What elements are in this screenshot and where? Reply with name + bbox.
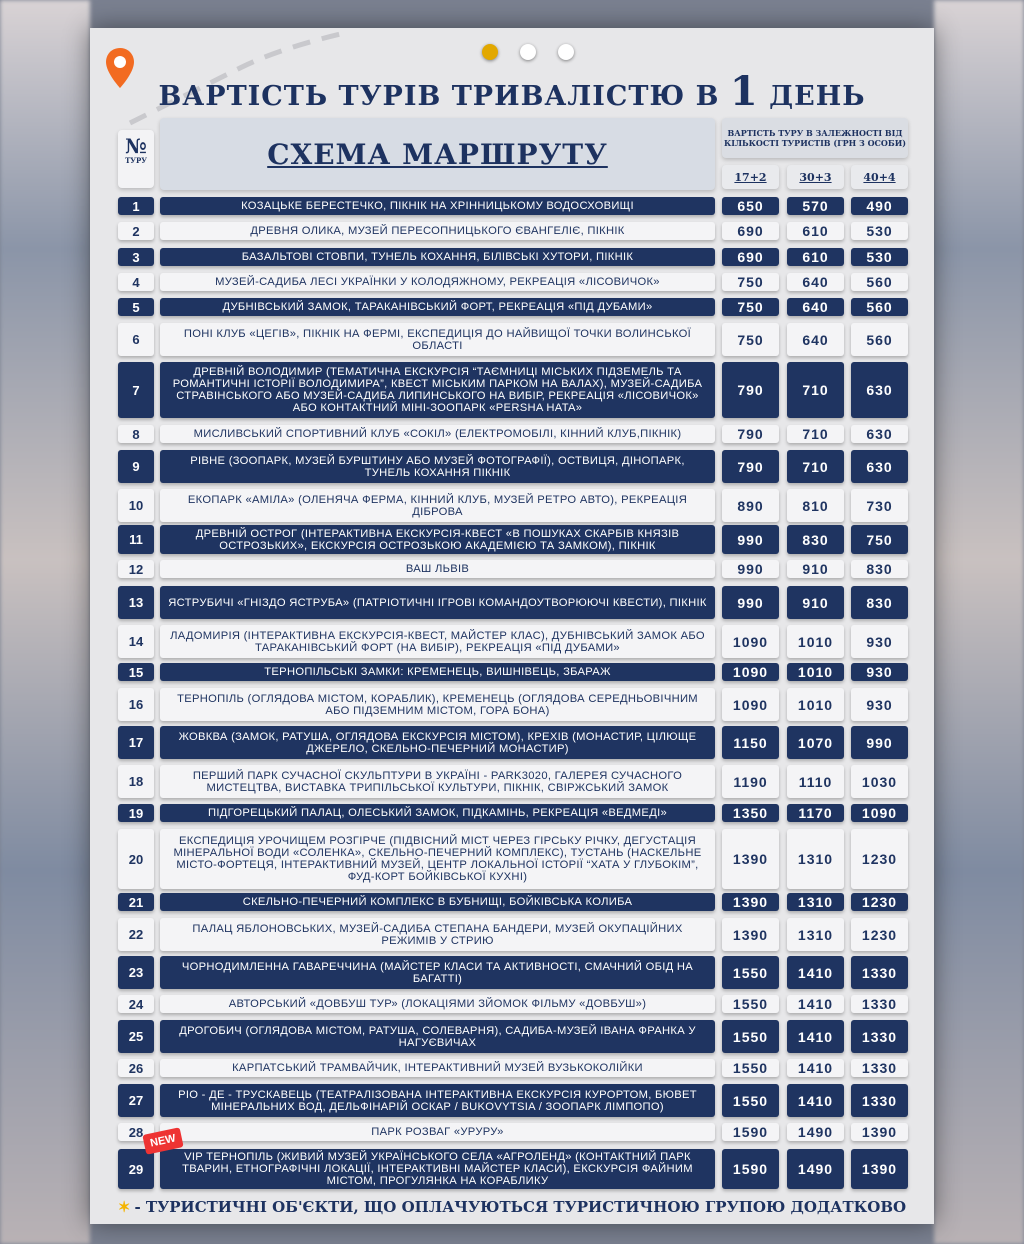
tour-number: 14 (118, 625, 154, 658)
tour-route: МИСЛИВСЬКИЙ СПОРТИВНИЙ КЛУБ «СОКІЛ» (ЕЛЕКТРОМОБІЛІ, КІННИЙ КЛУБ,ПІКНІК) (160, 425, 715, 443)
price-40-4: 830 (851, 586, 908, 619)
table-row (90, 362, 934, 418)
tour-number: 25 (118, 1020, 154, 1053)
price-40-4: 930 (851, 663, 908, 681)
table-row (90, 298, 934, 316)
tour-route: ДРЕВНЯ ОЛИКА, МУЗЕЙ ПЕРЕСОПНИЦЬКОГО ЄВАНГЕЛІЄ, ПІКНІК (160, 222, 715, 240)
tour-route: VIP ТЕРНОПІЛЬ (ЖИВИЙ МУЗЕЙ УКРАЇНСЬКОГО СЕЛА «АГРОЛЕНД» (КОНТАКТНИЙ ПАРК ТВАРИН, ЕТНОГРАФІЧНІ ЛОКАЦІЇ, ІНТЕРАКТИВНІ МАЙСТЕР КЛАСИ), ЕКСКУРСІЯ ФАЙНИМ МІСТОМ, ПРОГУЛЯНКА НА КОРАБЛИКУ (160, 1149, 715, 1189)
price-17-2: 1550 (722, 956, 779, 989)
tour-route: ДРЕВНІЙ ОСТРОГ (ІНТЕРАКТИВНА ЕКСКУРСІЯ-КВЕСТ «В ПОШУКАХ СКАРБІВ КНЯЗІВ ОСТРОЗЬКИХ», ЕКСКУРСІЯ ОСТРОЗЬКОЮ АКАДЕМІЄЮ ТА ЗАМКОМ), ПІКНІК (160, 525, 715, 554)
price-17-2: 990 (722, 586, 779, 619)
tour-number: 2 (118, 222, 154, 240)
price-30-3: 1010 (787, 625, 844, 658)
price-40-4: 830 (851, 560, 908, 578)
table-row (90, 893, 934, 911)
table-row (90, 560, 934, 578)
table-row (90, 726, 934, 759)
price-30-3: 1410 (787, 956, 844, 989)
price-30-3: 640 (787, 273, 844, 291)
price-17-2: 1550 (722, 1059, 779, 1077)
table-row (90, 1123, 934, 1141)
price-40-4: 930 (851, 688, 908, 721)
table-row (90, 829, 934, 889)
price-40-4: 490 (851, 197, 908, 215)
price-17-2: 690 (722, 222, 779, 240)
column-header-route: СХЕМА МАРШРУТУ (160, 118, 715, 190)
price-40-4: 1330 (851, 1059, 908, 1077)
tour-number: 20 (118, 829, 154, 889)
tour-number: 17 (118, 726, 154, 759)
table-row (90, 222, 934, 240)
table-row (90, 525, 934, 554)
tour-route: ПІДГОРЕЦЬКИЙ ПАЛАЦ, ОЛЕСЬКИЙ ЗАМОК, ПІДКАМІНЬ, РЕКРЕАЦІЯ «ВЕДМЕДІ» (160, 804, 715, 822)
price-17-2: 1390 (722, 893, 779, 911)
tour-number: 10 (118, 489, 154, 522)
tour-route: ДРОГОБИЧ (ОГЛЯДОВА МІСТОМ, РАТУША, СОЛЕВАРНЯ), САДИБА-МУЗЕЙ ІВАНА ФРАНКА У НАГУЄВИЧАХ (160, 1020, 715, 1053)
price-40-4: 1390 (851, 1149, 908, 1189)
price-40-4: 560 (851, 273, 908, 291)
table-row (90, 995, 934, 1013)
page-dot[interactable] (520, 44, 536, 60)
column-header-group: 17+2 (722, 165, 779, 189)
price-30-3: 910 (787, 586, 844, 619)
table-row (90, 323, 934, 356)
price-30-3: 1070 (787, 726, 844, 759)
tour-number: 5 (118, 298, 154, 316)
tour-route: ТЕРНОПІЛЬСЬКІ ЗАМКИ: КРЕМЕНЕЦЬ, ВИШНІВЕЦЬ, ЗБАРАЖ (160, 663, 715, 681)
table-row (90, 425, 934, 443)
tour-route: ДУБНІВСЬКИЙ ЗАМОК, ТАРАКАНІВСЬКИЙ ФОРТ, РЕКРЕАЦІЯ «ПІД ДУБАМИ» (160, 298, 715, 316)
price-40-4: 1330 (851, 956, 908, 989)
tour-route: ЧОРНОДИМЛЕННА ГАВАРЕЧЧИНА (МАЙСТЕР КЛАСИ ТА АКТИВНОСТІ, СМАЧНИЙ ОБІД НА БАГАТТІ) (160, 956, 715, 989)
price-40-4: 530 (851, 222, 908, 240)
tour-number: 11 (118, 525, 154, 554)
table-row (90, 489, 934, 522)
price-17-2: 890 (722, 489, 779, 522)
price-17-2: 790 (722, 450, 779, 483)
tour-route: ТЕРНОПІЛЬ (ОГЛЯДОВА МІСТОМ, КОРАБЛИК), КРЕМЕНЕЦЬ (ОГЛЯДОВА СЕРЕДНЬОВІЧНИМ АБО ПІДЗЕМНИМ МІСТОМ, ГОРА БОНА) (160, 688, 715, 721)
table-row (90, 765, 934, 798)
price-17-2: 790 (722, 362, 779, 418)
price-poster (90, 28, 934, 1224)
table-row (90, 688, 934, 721)
tour-number: 22 (118, 918, 154, 951)
tour-route: ЛАДОМИРІЯ (ІНТЕРАКТИВНА ЕКСКУРСІЯ-КВЕСТ, МАЙСТЕР КЛАС), ДУБНІВСЬКИЙ ЗАМОК АБО ТАРАКАНІВСЬКИЙ ФОРТ (НА ВИБІР), РЕКРЕАЦІЯ «ПІД ДУБАМИ» (160, 625, 715, 658)
price-30-3: 640 (787, 298, 844, 316)
page-dot[interactable] (558, 44, 574, 60)
footnote: ✶ - ТУРИСТИЧНІ ОБ'ЄКТИ, ЩО ОПЛАЧУЮТЬСЯ ТУРИСТИЧНОЮ ГРУПОЮ ДОДАТКОВО (117, 1198, 907, 1216)
price-30-3: 610 (787, 248, 844, 266)
table-row (90, 450, 934, 483)
price-17-2: 690 (722, 248, 779, 266)
tour-route: ПАРК РОЗВАГ «УРУРУ» (160, 1123, 715, 1141)
tour-route: КОЗАЦЬКЕ БЕРЕСТЕЧКО, ПІКНІК НА ХРІННИЦЬКОМУ ВОДОСХОВИЩІ (160, 197, 715, 215)
table-row (90, 273, 934, 291)
price-30-3: 1490 (787, 1149, 844, 1189)
price-30-3: 1490 (787, 1123, 844, 1141)
tour-number: 15 (118, 663, 154, 681)
price-17-2: 1090 (722, 625, 779, 658)
tour-route: ЕКСПЕДИЦІЯ УРОЧИЩЕМ РОЗГІРЧЕ (ПІДВІСНИЙ МІСТ ЧЕРЕЗ ГІРСЬКУ РІЧКУ, ДЕГУСТАЦІЯ МІНЕРАЛЬНОЇ ВОДИ «СОЛЕНКА», СКЕЛЬНО-ПЕЧЕРНИЙ КОМПЛЕКС), ТУСТАНЬ (НАСКЕЛЬНЕ МІСТО-ФОРТЕЦЯ, ІНТЕРАКТИВНИЙ МУЗЕЙ, ЦЕНТР ЛОКАЛЬНОЇ ІСТОРІЇ “ХАТА У ГЛУБОКІМ”, ФУД-КОРТ БОЙКІВСЬКОЇ КУХНІ) (160, 829, 715, 889)
tour-route: АВТОРСЬКИЙ «ДОВБУШ ТУР» (ЛОКАЦІЯМИ ЗЙОМОК ФІЛЬМУ «ДОВБУШ») (160, 995, 715, 1013)
tour-route: ПОНІ КЛУБ «ЦЕГІВ», ПІКНІК НА ФЕРМІ, ЕКСПЕДИЦІЯ ДО НАЙВИЩОЇ ТОЧКИ ВОЛИНСЬКОЇ ОБЛАСТІ (160, 323, 715, 356)
price-17-2: 1090 (722, 688, 779, 721)
tour-route: ВАШ ЛЬВІВ (160, 560, 715, 578)
price-17-2: 750 (722, 323, 779, 356)
tour-route: ДРЕВНІЙ ВОЛОДИМИР (ТЕМАТИЧНА ЕКСКУРСІЯ “ТАЄМНИЦІ МІСЬКИХ ПІДЗЕМЕЛЬ ТА РОМАНТИЧНІ ІСТОРІЇ ВОЛОДИМИРА”, КВЕСТ МІСЬКИМ ПАРКОМ НА ВАЛАХ), МУЗЕЙ-САДИБА СТРАВІНСЬКОГО АБО МУЗЕЙ-САДИБА ЛИПИНСЬКОГО НА ВИБІР, РЕКРЕАЦІЯ «ЛІСОВИЧОК» АБО КОНТАКТНИЙ МІНІ-ЗООПАРК «PERSHA HATA» (160, 362, 715, 418)
price-40-4: 560 (851, 298, 908, 316)
price-17-2: 1390 (722, 918, 779, 951)
price-17-2: 1150 (722, 726, 779, 759)
price-40-4: 1230 (851, 918, 908, 951)
tour-number: 21 (118, 893, 154, 911)
price-30-3: 910 (787, 560, 844, 578)
table-row (90, 1020, 934, 1053)
price-30-3: 640 (787, 323, 844, 356)
price-40-4: 1230 (851, 829, 908, 889)
price-40-4: 750 (851, 525, 908, 554)
price-30-3: 1310 (787, 918, 844, 951)
background-blur-right (934, 0, 1024, 1244)
tour-route: БАЗАЛЬТОВІ СТОВПИ, ТУНЕЛЬ КОХАННЯ, БІЛІВСЬКІ ХУТОРИ, ПІКНІК (160, 248, 715, 266)
table-row (90, 625, 934, 658)
pagination-dots (482, 44, 572, 64)
price-17-2: 1390 (722, 829, 779, 889)
price-17-2: 650 (722, 197, 779, 215)
price-17-2: 790 (722, 425, 779, 443)
tour-number: 4 (118, 273, 154, 291)
tour-number: 29 (118, 1149, 154, 1189)
price-17-2: 990 (722, 525, 779, 554)
tour-route: РІВНЕ (ЗООПАРК, МУЗЕЙ БУРШТИНУ АБО МУЗЕЙ ФОТОГРАФІЇ), ОСТВИЦЯ, ДІНОПАРК, ТУНЕЛЬ КОХАННЯ ПІКНІК (160, 450, 715, 483)
price-17-2: 750 (722, 273, 779, 291)
background-blur-left (0, 0, 90, 1244)
price-30-3: 1310 (787, 829, 844, 889)
table-row (90, 197, 934, 215)
table-row (90, 918, 934, 951)
price-40-4: 1230 (851, 893, 908, 911)
price-30-3: 1010 (787, 663, 844, 681)
tour-route: КАРПАТСЬКИЙ ТРАМВАЙЧИК, ІНТЕРАКТИВНИЙ МУЗЕЙ ВУЗЬКОКОЛІЙКИ (160, 1059, 715, 1077)
column-header-group: 40+4 (851, 165, 908, 189)
price-40-4: 630 (851, 362, 908, 418)
price-40-4: 630 (851, 425, 908, 443)
tour-number: 23 (118, 956, 154, 989)
price-40-4: 1030 (851, 765, 908, 798)
table-row (90, 956, 934, 989)
price-17-2: 1190 (722, 765, 779, 798)
tour-route: ЖОВКВА (ЗАМОК, РАТУША, ОГЛЯДОВА ЕКСКУРСІЯ МІСТОМ), КРЕХІВ (МОНАСТИР, ЦІЛЮЩЕ ДЖЕРЕЛО, СКЕЛЬНО-ПЕЧЕРНИЙ МОНАСТИР) (160, 726, 715, 759)
table-row (90, 248, 934, 266)
tour-route: СКЕЛЬНО-ПЕЧЕРНИЙ КОМПЛЕКС В БУБНИЩІ, БОЙКІВСЬКА КОЛИБА (160, 893, 715, 911)
tour-route: ПЕРШИЙ ПАРК СУЧАСНОЇ СКУЛЬПТУРИ В УКРАЇНІ - PARK3020, ГАЛЕРЕЯ СУЧАСНОГО МИСТЕЦТВА, ВИСТАВКА ТРИПІЛЬСЬКОЇ КУЛЬТУРИ, ПІКНІК, СВІРЖСЬКИЙ ЗАМОК (160, 765, 715, 798)
tour-route: РІО - ДЕ - ТРУСКАВЕЦЬ (ТЕАТРАЛІЗОВАНА ІНТЕРАКТИВНА ЕКСКУРСІЯ КУРОРТОМ, БЮВЕТ МІНЕРАЛЬНИХ ВОД, ДЕЛЬФІНАРІЙ ОСКАР / BUKOVYTSIA / ЗООПАРК ЛІМПОПО) (160, 1084, 715, 1117)
price-17-2: 750 (722, 298, 779, 316)
column-header-number: № ТУРУ (118, 130, 154, 188)
tour-number: 16 (118, 688, 154, 721)
tour-number: 3 (118, 248, 154, 266)
price-17-2: 990 (722, 560, 779, 578)
price-30-3: 1110 (787, 765, 844, 798)
price-30-3: 1410 (787, 1020, 844, 1053)
tour-route: ПАЛАЦ ЯБЛОНОВСЬКИХ, МУЗЕЙ-САДИБА СТЕПАНА БАНДЕРИ, МУЗЕЙ ОКУПАЦІЙНИХ РЕЖИМІВ У СТРИЮ (160, 918, 715, 951)
table-row (90, 663, 934, 681)
price-30-3: 810 (787, 489, 844, 522)
price-30-3: 1410 (787, 1059, 844, 1077)
tour-route: ЕКОПАРК «АМІЛА» (ОЛЕНЯЧА ФЕРМА, КІННИЙ КЛУБ, МУЗЕЙ РЕТРО АВТО), РЕКРЕАЦІЯ ДІБРОВА (160, 489, 715, 522)
price-30-3: 570 (787, 197, 844, 215)
price-30-3: 1010 (787, 688, 844, 721)
tour-number: 28 (118, 1123, 154, 1141)
table-row (90, 1059, 934, 1077)
tour-route: ЯСТРУБИЧІ «ГНІЗДО ЯСТРУБА» (ПАТРІОТИЧНІ ІГРОВІ КОМАНДОУТВОРЮЮЧІ КВЕСТИ), ПІКНІК (160, 586, 715, 619)
tour-number: 18 (118, 765, 154, 798)
column-header-price: ВАРТІСТЬ ТУРУ В ЗАЛЕЖНОСТІ ВІД КІЛЬКОСТІ ТУРИСТІВ (ГРН З ОСОБИ) (722, 118, 908, 158)
price-17-2: 1090 (722, 663, 779, 681)
table-row (90, 804, 934, 822)
price-17-2: 1350 (722, 804, 779, 822)
table-row (90, 1084, 934, 1117)
price-30-3: 1170 (787, 804, 844, 822)
price-40-4: 630 (851, 450, 908, 483)
tour-number: 12 (118, 560, 154, 578)
price-40-4: 930 (851, 625, 908, 658)
tour-number: 27 (118, 1084, 154, 1117)
price-40-4: 1330 (851, 1084, 908, 1117)
price-30-3: 1410 (787, 995, 844, 1013)
price-40-4: 530 (851, 248, 908, 266)
price-40-4: 1330 (851, 1020, 908, 1053)
price-30-3: 1410 (787, 1084, 844, 1117)
price-40-4: 560 (851, 323, 908, 356)
tour-number: 9 (118, 450, 154, 483)
page-dot-active[interactable] (482, 44, 498, 60)
price-30-3: 710 (787, 425, 844, 443)
price-30-3: 610 (787, 222, 844, 240)
column-header-group: 30+3 (787, 165, 844, 189)
price-30-3: 710 (787, 362, 844, 418)
tour-number: 8 (118, 425, 154, 443)
price-17-2: 1550 (722, 995, 779, 1013)
table-row (90, 586, 934, 619)
tour-number: 24 (118, 995, 154, 1013)
price-30-3: 1310 (787, 893, 844, 911)
price-17-2: 1590 (722, 1123, 779, 1141)
tour-number: 1 (118, 197, 154, 215)
price-40-4: 1090 (851, 804, 908, 822)
tour-number: 13 (118, 586, 154, 619)
star-icon: ✶ (117, 1198, 131, 1216)
new-badge: NEW (142, 1127, 183, 1154)
price-40-4: 730 (851, 489, 908, 522)
price-30-3: 710 (787, 450, 844, 483)
tour-number: 26 (118, 1059, 154, 1077)
price-30-3: 830 (787, 525, 844, 554)
price-17-2: 1550 (722, 1084, 779, 1117)
price-40-4: 1330 (851, 995, 908, 1013)
price-17-2: 1550 (722, 1020, 779, 1053)
title-day-count: 1 (729, 68, 759, 115)
page-title: ВАРТІСТЬ ТУРІВ ТРИВАЛІСТЮ В 1 ДЕНЬ (158, 68, 866, 115)
tour-number: 7 (118, 362, 154, 418)
price-17-2: 1590 (722, 1149, 779, 1189)
price-40-4: 1390 (851, 1123, 908, 1141)
price-40-4: 990 (851, 726, 908, 759)
tour-number: 6 (118, 323, 154, 356)
table-row (90, 1149, 934, 1189)
tour-number: 19 (118, 804, 154, 822)
tour-route: МУЗЕЙ-САДИБА ЛЕСІ УКРАЇНКИ У КОЛОДЯЖНОМУ, РЕКРЕАЦІЯ «ЛІСОВИЧОК» (160, 273, 715, 291)
